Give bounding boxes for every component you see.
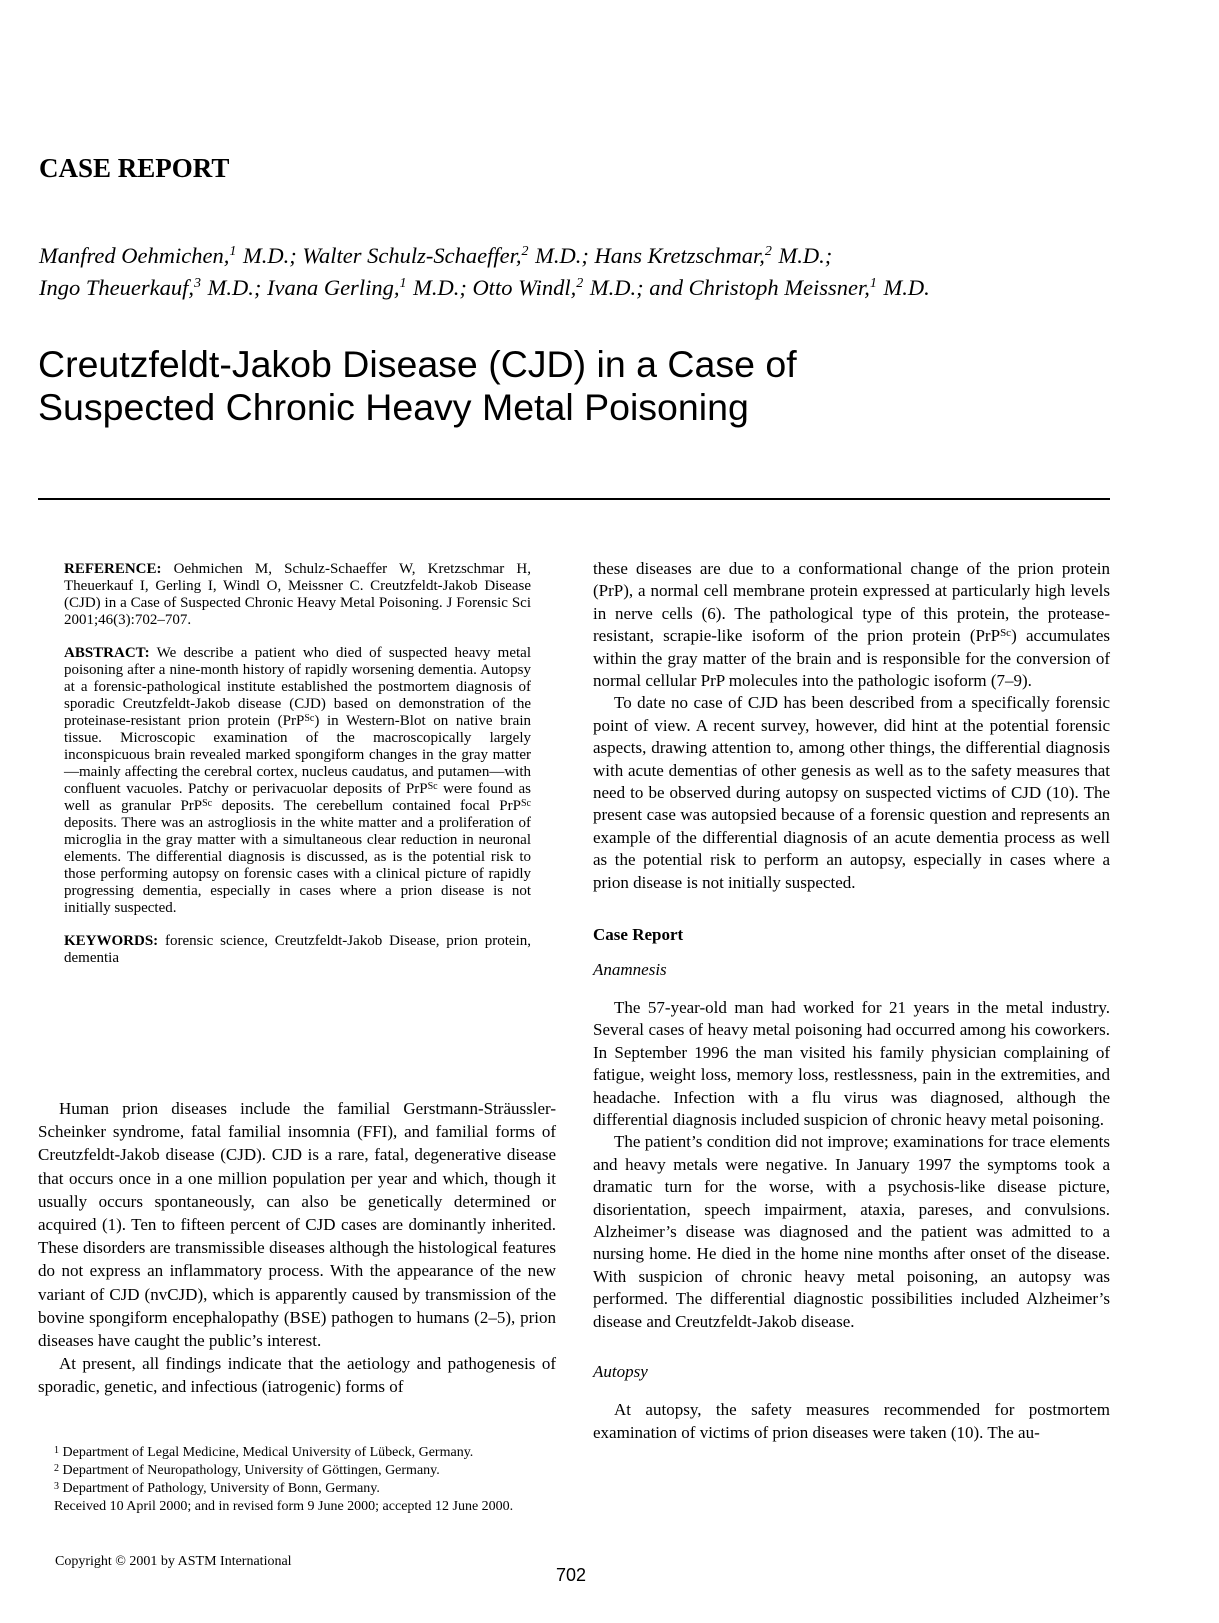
- title-line-2: Suspected Chronic Heavy Metal Poisoning: [38, 386, 749, 428]
- abstract-text: were found as well as granular PrP: [64, 781, 531, 814]
- footnote-text: Department of Neuropathology, University of Göttingen, Germany.: [62, 1463, 440, 1478]
- author-affiliation: 2: [521, 244, 529, 259]
- right-column-body: [593, 558, 1110, 1444]
- author-affiliation: 2: [576, 276, 584, 291]
- body-paragraph: The 57-year-old man had worked for 21 years in the metal industry. Several cases of heavy metal poisoning had occurred among his coworkers. In September 1996 the man visited his family physician complaining of fatigue, weight loss, memory loss, restlessness, pain in the extremities, and headache. Infection with a flu virus was diagnosed, although the differential diagnosis included suspicion of chronic heavy metal poisoning.: [593, 997, 1110, 1129]
- keywords-paragraph: [64, 933, 531, 967]
- abstract-text: We describe a patient who died of suspected heavy metal poisoning after a nine-month history of rapidly worsening dementia. Autopsy at a forensic-pathological institute established the postmortem diagnosis of sporadic Creutzfeldt-Jakob disease (CJD) based on demonstration of the proteinase-resistant prion protein (PrP: [64, 645, 531, 729]
- author-affiliation: 1: [399, 276, 407, 291]
- author-name: Otto Windl,: [472, 275, 577, 300]
- author-degree: M.D.: [877, 275, 930, 300]
- body-paragraph: At present, all findings indicate that the aetiology and pathogenesis of sporadic, genetic, and infectious (iatrogenic) forms of: [38, 1354, 556, 1397]
- abstract-text: deposits. The cerebellum contained focal PrP: [212, 798, 521, 814]
- body-text: these diseases are due to a conformational change of the prion protein (PrP), a normal cell membrane protein expressed at particularly high levels in nerve cells (6). The pathological type of this protein, the protease-resistant, scrapie-like isoform of the prion protein (PrP: [593, 559, 1110, 646]
- subsection-heading-anamnesis: Anamnesis: [593, 959, 667, 979]
- footnote: [38, 1480, 556, 1498]
- subsection-heading-autopsy: Autopsy: [593, 1362, 648, 1381]
- reference-label: REFERENCE:: [64, 561, 162, 577]
- abstract-paragraph: [64, 645, 531, 917]
- footnote: [38, 1444, 556, 1462]
- author-degree: M.D.;: [407, 275, 467, 300]
- author-name: Walter Schulz-Schaeffer,: [302, 243, 522, 268]
- footnote-number: 2: [54, 1463, 59, 1474]
- author-affiliation: 1: [869, 276, 877, 291]
- copyright: Copyright © 2001 by ASTM International: [55, 1554, 292, 1569]
- author-name: Ingo Theuerkauf,: [39, 275, 194, 300]
- body-text: ) accumulates within the gray matter of the brain and is responsible for the conversion of normal cellular PrP molecules into the pathologic isoform (7–9).: [593, 626, 1110, 691]
- body-paragraph: The patient’s condition did not improve; examinations for trace elements and heavy metals were negative. In January 1997 the symptoms took a dramatic turn for the worse, with a psychosis-like disease picture, disorientation, speech impairment, ataxia, pareses, and convulsions. Alzheimer’s disease was diagnosed and the patient was admitted to a nursing home. He died in the home nine months after onset of the disease. With suspicion of chronic heavy metal poisoning, an autopsy was performed. The differential diagnostic possibilities included Alzheimer’s disease and Creutzfeldt-Jakob disease.: [593, 1132, 1110, 1331]
- abstract-text: ) in Western-Blot on native brain tissue. Microscopic examination of the macroscopically largely inconspicuous brain revealed marked spongiform changes in the gray matter—mainly affecting the cerebral cortex, nucleus caudatus, and putamen—with confluent vacuoles. Patchy or perivacuolar deposits of PrP: [64, 713, 531, 797]
- author-name: Manfred Oehmichen,: [39, 243, 230, 268]
- footnote: [38, 1462, 556, 1480]
- page-number: 702: [556, 1565, 587, 1585]
- author-name: Ivana Gerling,: [266, 275, 400, 300]
- body-paragraph: [593, 558, 1110, 692]
- footnote-text: Department of Pathology, University of Bonn, Germany.: [62, 1481, 380, 1496]
- article-title: [38, 343, 1038, 429]
- superscript: Sc: [304, 713, 315, 724]
- abstract-text: deposits. There was an astrogliosis in the white matter and a proliferation of microglia in the gray matter with a simultaneous clear reduction in neuronal elements. The differential diagnosis is discussed, as is the potential risk to those performing autopsy on forensic cases with a clinical picture of rapidly progressing dementia, especially in cases where a prion disease is not initially suspected.: [64, 815, 531, 916]
- received-dates: Received 10 April 2000; and in revised form 9 June 2000; accepted 12 June 2000.: [54, 1499, 514, 1514]
- author-affiliation: 2: [764, 244, 772, 259]
- superscript: Sc: [202, 798, 213, 809]
- footnote-number: 3: [54, 1481, 59, 1492]
- author-degree: M.D.;: [584, 275, 644, 300]
- abstract-block: [64, 561, 531, 983]
- author-degree: M.D.;: [772, 243, 833, 268]
- footnote-number: 1: [54, 1445, 59, 1456]
- superscript: Sc: [427, 781, 438, 792]
- author-degree: M.D.;: [237, 243, 297, 268]
- title-line-1: Creutzfeldt-Jakob Disease (CJD) in a Case of: [38, 343, 797, 385]
- footnote-text: Department of Legal Medicine, Medical University of Lübeck, Germany.: [62, 1445, 474, 1460]
- author-affiliation: 1: [229, 244, 237, 259]
- author-name: Hans Kretzschmar,: [594, 243, 765, 268]
- reference-paragraph: [64, 561, 531, 629]
- author-affiliation: 3: [193, 276, 201, 291]
- superscript: Sc: [521, 798, 531, 809]
- keywords-text: forensic science, Creutzfeldt-Jakob Disease, prion protein, dementia: [64, 933, 531, 966]
- superscript: Sc: [1000, 627, 1012, 640]
- title-divider: [38, 498, 1110, 500]
- body-paragraph: At autopsy, the safety measures recommended for postmortem examination of victims of prion diseases were taken (10). The au-: [593, 1400, 1110, 1442]
- left-column-body: [38, 1097, 556, 1399]
- section-label: CASE REPORT: [39, 153, 230, 183]
- author-list: [39, 240, 1139, 304]
- author-degree: M.D.;: [201, 275, 262, 300]
- reference-text: Oehmichen M, Schulz-Schaeffer W, Kretzschmar H, Theuerkauf I, Gerling I, Windl O, Meissner C. Creutzfeldt-Jakob Disease (CJD) in a Case of Suspected Chronic Heavy Metal Poisoning. J Forensic Sci 2001;46(3):702–707.: [64, 561, 531, 628]
- body-paragraph: To date no case of CJD has been described from a specifically forensic point of view. A recent survey, however, did hint at the potential forensic aspects, drawing attention to, among other things, the differential diagnosis with acute dementias of other genesis as well as to the safety measures that need to be observed during autopsy on suspected victims of CJD (10). The present case was autopsied because of a forensic question and represents an example of the differential diagnosis of an acute dementia process as well as the potential risk to perform an autopsy, especially in cases where a prion disease is not initially suspected.: [593, 693, 1110, 892]
- author-degree: M.D.;: [529, 243, 589, 268]
- footnotes: [38, 1444, 556, 1516]
- keywords-label: KEYWORDS:: [64, 933, 159, 949]
- author-name: and Christoph Meissner,: [649, 275, 870, 300]
- section-heading-case-report: Case Report: [593, 925, 684, 945]
- abstract-label: ABSTRACT:: [64, 645, 150, 661]
- body-paragraph: Human prion diseases include the familial Gerstmann-Sträussler-Scheinker syndrome, fatal familial insomnia (FFI), and familial forms of Creutzfeldt-Jakob disease (CJD). CJD is a rare, fatal, degenerative disease that occurs once in a one million population per year and which, though it usually occurs spontaneously, can also be genetically determined or acquired (1). Ten to fifteen percent of CJD cases are dominantly inherited. These disorders are transmissible diseases although the histological features do not express an inflammatory process. With the appearance of the new variant of CJD (nvCJD), which is apparently caused by transmission of the bovine spongiform encephalopathy (BSE) pathogen to humans (2–5), prion diseases have caught the public’s interest.: [38, 1099, 556, 1351]
